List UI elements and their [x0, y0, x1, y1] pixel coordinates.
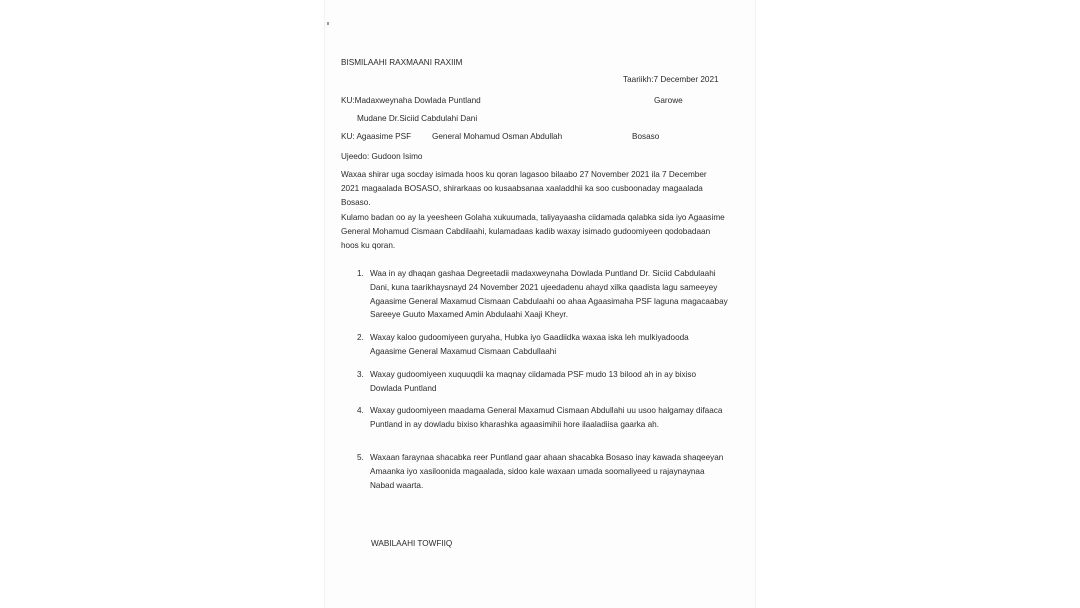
list-item-line: Agaasime General Maxamud Cismaan Cabdulaahi oo ahaa Agaasimaha PSF laguna magacaabay	[370, 296, 728, 306]
list-item-line: Amaanka iyo xasiloonida magaalada, sidoo kale waxaan umada soomaliyeed u rajaynaynaa	[370, 466, 705, 476]
closing-line: WABILAAHI TOWFIIQ	[371, 539, 453, 548]
list-item-line: Dani, kuna taarikhaysnayd 24 November 2021 ujeedadenu ahayd xilka qaadista lagu sameeyey	[370, 282, 718, 292]
paragraph-line: 2021 magaalada BOSASO, shirarkaas oo kusaabsanaa xaaladdhii ka soo cusboonaday magaalada	[341, 183, 703, 193]
list-item	[370, 404, 722, 432]
list-item-number: 5.	[357, 453, 364, 462]
paragraph-line: hoos ku qoran.	[341, 240, 396, 250]
paragraph-meetings	[341, 211, 725, 252]
list-item	[370, 451, 723, 492]
list-item-line: Puntland in ay dowladu bixiso kharashka agaasimihii hore ilaaladiisa gaarka ah.	[370, 419, 660, 429]
list-item-line: Waxaan faraynaa shacabka reer Puntland gaar ahaan shacabka Bosaso inay kawada shaqeeyan	[370, 453, 724, 462]
recipient-2-name: General Mohamud Osman Abdullah	[432, 132, 563, 141]
list-item-line: Dowlada Puntland	[370, 383, 437, 393]
list-item-number: 3.	[357, 370, 364, 379]
recipient-1: KU:Madaxweynaha Dowlada Puntland	[341, 96, 481, 105]
recipient-2-title: KU: Agaasime PSF	[341, 132, 412, 141]
paragraph-intro	[341, 168, 707, 209]
scan-mark	[327, 22, 329, 25]
recipient-1-city: Garowe	[654, 96, 683, 105]
list-item	[370, 331, 689, 359]
list-item-line: Waa in ay dhaqan gashaa Degreetadii madaxweynaha Dowlada Puntland Dr. Siciid Cabdulaahi	[370, 269, 716, 278]
basmala: BISMILAAHI RAXMAANI RAXIIM	[341, 58, 463, 67]
list-item-line: Agaasime General Maxamud Cismaan Cabdullaahi	[370, 346, 557, 356]
paragraph-line: General Mohamud Cismaan Cabdilaahi, kulamadaas kadib waxay isimado gudoomiyeen qodobadaan	[341, 226, 711, 236]
list-item-line: Sareeye Guuto Maxamed Amin Abdulaahi Xaaji Kheyr.	[370, 310, 568, 320]
list-item-line: Waxay gudoomiyeen xuquuqdii ka maqnay ciidamada PSF mudo 13 bilood ah in ay bixiso	[370, 370, 697, 379]
letter-date: Taariikh:7 December 2021	[623, 75, 719, 84]
list-item-number: 2.	[357, 333, 364, 342]
list-item-line: Waxay gudoomiyeen maadama General Maxamud Cismaan Abdullahi uu usoo halgamay difaaca	[370, 406, 723, 415]
list-item	[370, 267, 728, 322]
list-item	[370, 368, 696, 396]
paragraph-line: Kulamo badan oo ay la yeesheen Golaha xukuumada, taliyayaasha ciidamada qalabka sida iyo Agaasime	[341, 213, 725, 222]
list-item-line: Waxay kaloo gudoomiyeen guryaha, Hubka iyo Gaadiidka waxaa iska leh mulkiyadooda	[370, 333, 689, 342]
list-item-number: 1.	[357, 269, 364, 278]
paragraph-line: Bosaso.	[341, 197, 371, 207]
list-item-number: 4.	[357, 406, 364, 415]
recipient-1-name: Mudane Dr.Siciid Cabdulahi Dani	[357, 114, 478, 123]
list-item-line: Nabad waarta.	[370, 480, 424, 490]
recipient-2-city: Bosaso	[632, 132, 660, 141]
paragraph-line: Waxaa shirar uga socday isimada hoos ku qoran lagasoo bilaabo 27 November 2021 ila 7 December	[341, 170, 707, 179]
subject-line: Ujeedo: Gudoon Isimo	[341, 152, 423, 161]
